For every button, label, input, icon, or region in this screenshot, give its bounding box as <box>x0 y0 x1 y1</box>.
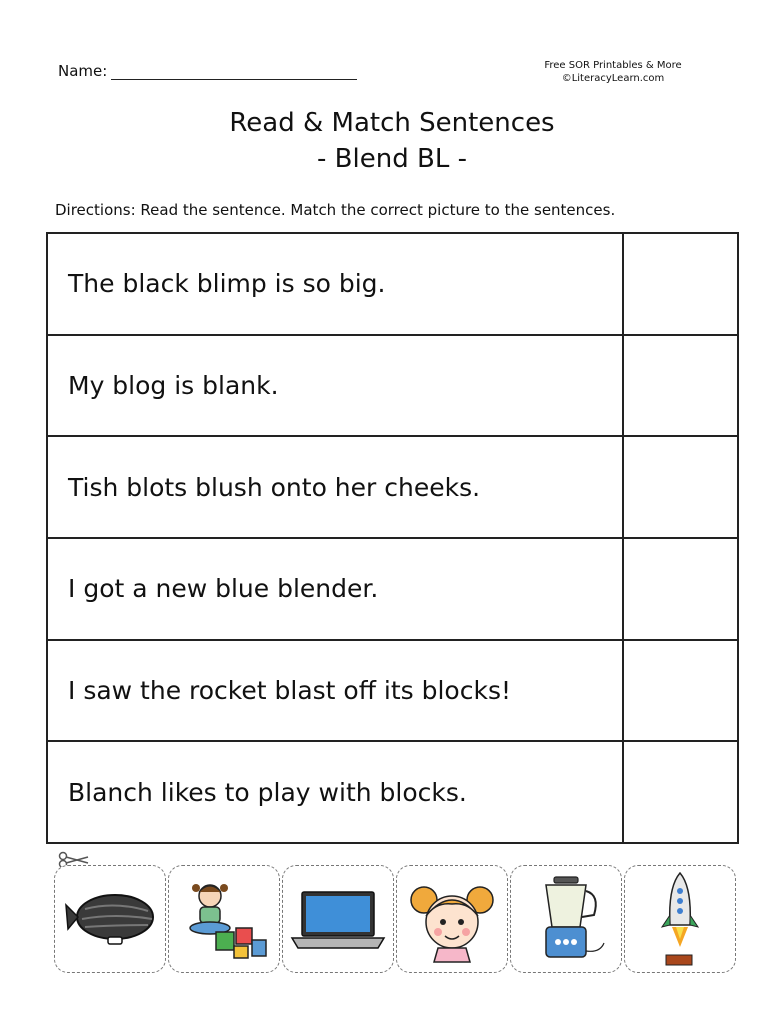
match-row <box>48 641 737 743</box>
picture-card[interactable] <box>54 865 166 973</box>
answer-box-4[interactable] <box>624 539 737 639</box>
girl-with-blocks-icon <box>174 874 274 964</box>
match-table <box>46 232 739 844</box>
match-row <box>48 234 737 336</box>
sentence-6: Blanch likes to play with blocks. <box>48 742 624 842</box>
name-field <box>58 62 357 80</box>
answer-box-6[interactable] <box>624 742 737 842</box>
credit-line-1: Free SOR Printables & More <box>544 60 682 71</box>
answer-box-1[interactable] <box>624 234 737 334</box>
rocket-icon <box>650 869 710 969</box>
sentence-1: The black blimp is so big. <box>48 234 624 334</box>
credit-block <box>520 59 706 85</box>
match-row <box>48 336 737 438</box>
picture-card[interactable] <box>282 865 394 973</box>
answer-box-2[interactable] <box>624 336 737 436</box>
match-row <box>48 437 737 539</box>
answer-box-3[interactable] <box>624 437 737 537</box>
name-line[interactable] <box>111 62 357 80</box>
sentence-3: Tish blots blush onto her cheeks. <box>48 437 624 537</box>
girl-blush-icon <box>402 874 502 964</box>
picture-card[interactable] <box>624 865 736 973</box>
sentence-4: I got a new blue blender. <box>48 539 624 639</box>
directions-text: Directions: Read the sentence. Match the correct picture to the sentences. <box>55 201 616 219</box>
worksheet-subtitle: - Blend BL - <box>317 144 467 174</box>
name-label: Name: <box>58 62 108 80</box>
picture-cards <box>54 865 738 973</box>
sentence-2: My blog is blank. <box>48 336 624 436</box>
picture-card[interactable] <box>510 865 622 973</box>
laptop-icon <box>288 884 388 954</box>
match-row <box>48 539 737 641</box>
match-row <box>48 742 737 842</box>
credit-line-2: ©LiteracyLearn.com <box>561 73 665 84</box>
picture-card[interactable] <box>396 865 508 973</box>
picture-card[interactable] <box>168 865 280 973</box>
worksheet-title: Read & Match Sentences <box>229 108 555 138</box>
blender-icon <box>516 871 616 967</box>
answer-box-5[interactable] <box>624 641 737 741</box>
sentence-5: I saw the rocket blast off its blocks! <box>48 641 624 741</box>
blimp-icon <box>60 879 160 959</box>
